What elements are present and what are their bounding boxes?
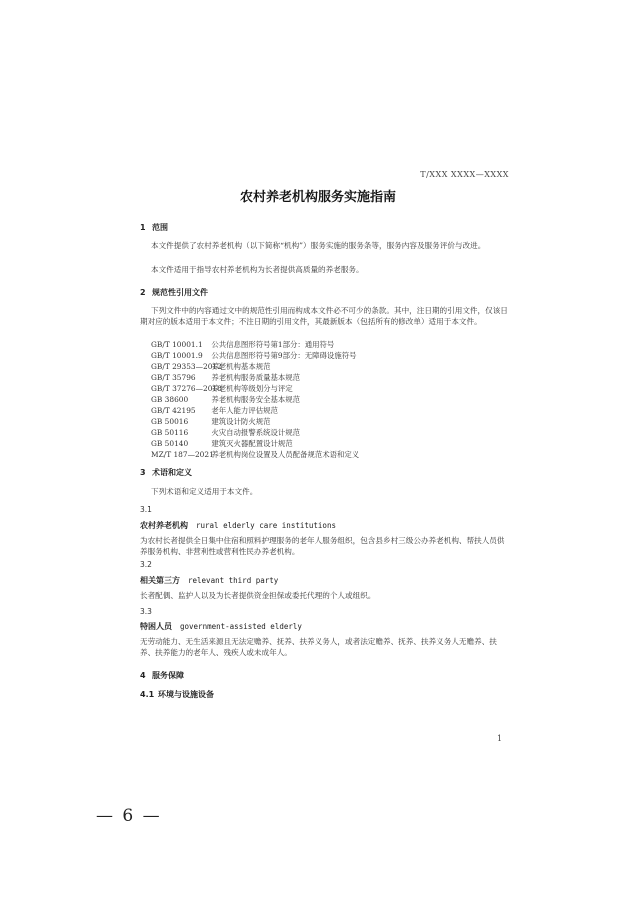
reference-code: GB 50016 — [151, 417, 189, 426]
term-number: 3.2 — [140, 560, 152, 569]
document-number: T/XXX XXXX—XXXX — [420, 170, 509, 179]
reference-code: GB 38600 — [151, 395, 189, 404]
reference-name: 养老机构服务质量基本规范 — [211, 373, 301, 382]
reference-code: GB/T 10001.9 — [151, 351, 203, 360]
reference-name: 养老机构等级划分与评定 — [211, 384, 293, 393]
subsection-number: 4.1 — [140, 690, 155, 699]
term-english: rural elderly care institutions — [196, 521, 336, 530]
reference-name: 养老机构基本规范 — [211, 362, 271, 371]
reference-item — [151, 405, 278, 416]
section-4-heading — [140, 670, 184, 681]
section-3-heading — [140, 467, 192, 478]
term-english: relevant third party — [188, 576, 279, 585]
section-title: 术语和定义 — [152, 468, 192, 477]
reference-name: 养老机构服务安全基本规范 — [211, 395, 301, 404]
section-title: 范围 — [152, 223, 168, 232]
term-chinese: 特困人员 — [140, 622, 172, 631]
reference-name: 建筑灭火器配置设计规范 — [211, 439, 293, 448]
reference-code: GB/T 42195 — [151, 406, 196, 415]
reference-item — [151, 449, 359, 460]
section-title: 规范性引用文件 — [152, 288, 208, 297]
subsection-title: 环境与设施设备 — [158, 690, 214, 699]
reference-name: 公共信息图形符号第9部分：无障碍设施符号 — [211, 351, 357, 360]
section-1-heading — [140, 222, 168, 233]
reference-item — [151, 394, 300, 405]
reference-code: GB 50140 — [151, 439, 189, 448]
subsection-4-1-heading — [140, 689, 214, 700]
term-english: government-assisted elderly — [180, 622, 302, 631]
reference-code: GB 50116 — [151, 428, 189, 437]
term-chinese: 农村养老机构 — [140, 521, 188, 530]
reference-item — [151, 361, 271, 372]
section-title: 服务保障 — [152, 671, 184, 680]
term-definition: 长者配偶、监护人以及为长者提供资金担保或委托代理的个人或组织。 — [140, 591, 376, 600]
term-definition: 为农村长者提供全日集中住宿和照料护理服务的老年人服务组织，包含县乡村三级公办养老机构、帮扶人员供养服务机构、非营利性或营利性民办养老机构。 — [140, 536, 505, 556]
reference-item — [151, 383, 293, 394]
term-number: 3.1 — [140, 505, 152, 514]
reference-code: GB/T 10001.1 — [151, 340, 203, 349]
reference-name: 公共信息图形符号第1部分：通用符号 — [211, 340, 335, 349]
section-number: 4 — [140, 671, 146, 680]
section-1-paragraph-2: 本文件适用于指导农村养老机构为长者提供高质量的养老服务。 — [151, 265, 364, 274]
section-2-paragraph: 下列文件中的内容通过文中的规范性引用而构成本文件必不可少的条款。其中，注日期的引用文件，仅该日期对应的版本适用于本文件；不注日期的引用文件，其最新版本（包括所有的修改单）适用于本文件。 — [140, 306, 508, 326]
reference-item — [151, 438, 293, 449]
reference-code: GB/T 35796 — [151, 373, 196, 382]
section-3-intro: 下列术语和定义适用于本文件。 — [151, 487, 258, 496]
reference-name: 火灾自动报警系统设计规范 — [211, 428, 301, 437]
reference-item — [151, 427, 300, 438]
term-definition: 无劳动能力、无生活来源且无法定赡养、抚养、扶养义务人，或者法定赡养、抚养、扶养义务人无赡养、扶养、扶养能力的老年人、残疾人或未成年人。 — [140, 637, 497, 657]
page-number: 1 — [497, 734, 503, 743]
term-chinese: 相关第三方 — [140, 576, 180, 585]
term-entry — [140, 520, 336, 531]
reference-name: 建筑设计防火规范 — [211, 417, 271, 426]
section-1-paragraph-1: 本文件提供了农村养老机构（以下简称“机构”）服务实施的服务条等，服务内容及服务评价与改进。 — [151, 241, 486, 250]
reference-code: GB/T 29353—2012 — [151, 362, 222, 371]
reference-item — [151, 339, 334, 350]
term-entry — [140, 621, 302, 632]
section-number: 2 — [140, 288, 146, 297]
term-entry — [140, 575, 278, 586]
section-number: 1 — [140, 223, 146, 232]
section-2-heading — [140, 287, 208, 298]
footer-page-number: — 6 — — [96, 806, 162, 826]
reference-item — [151, 372, 300, 383]
reference-item — [151, 416, 271, 427]
section-number: 3 — [140, 468, 146, 477]
document-title: 农村养老机构服务实施指南 — [239, 190, 396, 205]
reference-code: GB/T 37276—2018 — [151, 384, 222, 393]
term-number: 3.3 — [140, 607, 152, 616]
reference-item — [151, 350, 357, 361]
reference-code: MZ/T 187—2021 — [151, 450, 214, 459]
reference-name: 养老机构岗位设置及人员配备规范术语和定义 — [211, 450, 360, 459]
reference-name: 老年人能力评估规范 — [211, 406, 278, 415]
